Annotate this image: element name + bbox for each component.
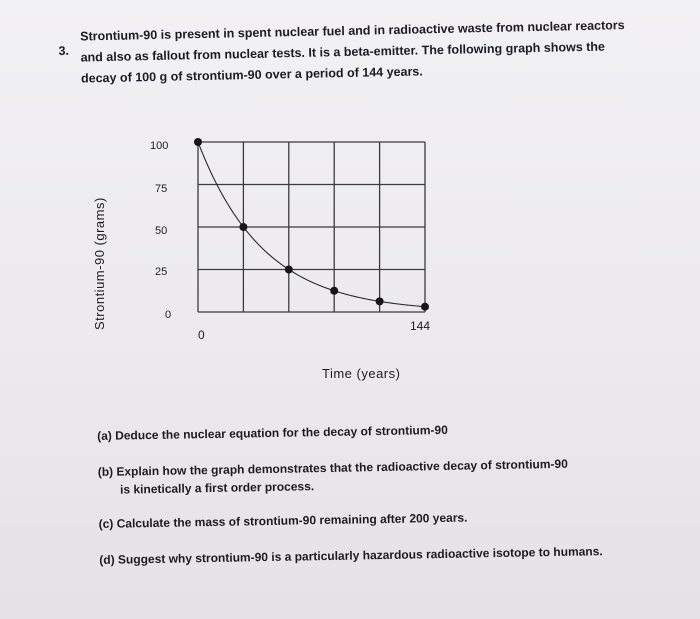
decay-curve <box>198 142 425 307</box>
y-tick-label-50: 50 <box>155 225 168 237</box>
data-point <box>285 266 293 274</box>
part-a-text: Deduce the nuclear equation for the decay of strontium-90 <box>115 422 448 443</box>
decay-graph <box>100 120 440 350</box>
x-axis-label: Time (years) <box>322 366 401 381</box>
question-line-2: and also as fallout from nuclear tests. It is a beta-emitter. The following graph shows the <box>80 39 606 65</box>
data-point <box>376 297 384 305</box>
part-d <box>99 543 603 569</box>
question-line-3: decay of 100 g of strontium-90 over a period of 144 years. <box>80 64 423 86</box>
y-axis-label: Strontium-90 (grams) <box>92 197 107 330</box>
question-text <box>58 15 658 86</box>
y-tick-label-100: 100 <box>150 140 169 152</box>
data-point <box>330 287 338 295</box>
part-c-label: (c) <box>98 516 114 531</box>
part-c-text: Calculate the mass of strontium-90 remaining after 200 years. <box>116 510 468 531</box>
x-tick-label-0: 0 <box>198 328 205 342</box>
data-point <box>239 223 247 231</box>
question-parts <box>97 418 677 567</box>
x-tick-label-144: 144 <box>410 319 431 333</box>
data-point <box>421 303 429 311</box>
part-c <box>99 510 468 533</box>
question-line-1: Strontium-90 is present in spent nuclear fuel and in radioactive waste from nuclear reactors <box>80 18 625 44</box>
y-tick-label-75: 75 <box>155 183 168 195</box>
part-b <box>98 456 568 481</box>
part-a <box>97 422 448 445</box>
y-tick-label-25: 25 <box>155 266 168 278</box>
part-b-label: (b) <box>97 464 114 479</box>
part-b-text: Explain how the graph demonstrates that the radioactive decay of strontium-90 <box>116 456 568 479</box>
question-number: 3. <box>58 43 70 58</box>
y-tick-label-0: 0 <box>165 309 172 321</box>
part-a-label: (a) <box>97 428 112 443</box>
part-b-text-2: is kinetically a first order process. <box>119 479 315 497</box>
part-d-text: Suggest why strontium-90 is a particularly hazardous radioactive isotope to humans. <box>117 544 603 567</box>
part-b-continued <box>120 478 314 498</box>
part-d-label: (d) <box>99 552 115 567</box>
data-point <box>194 138 202 146</box>
